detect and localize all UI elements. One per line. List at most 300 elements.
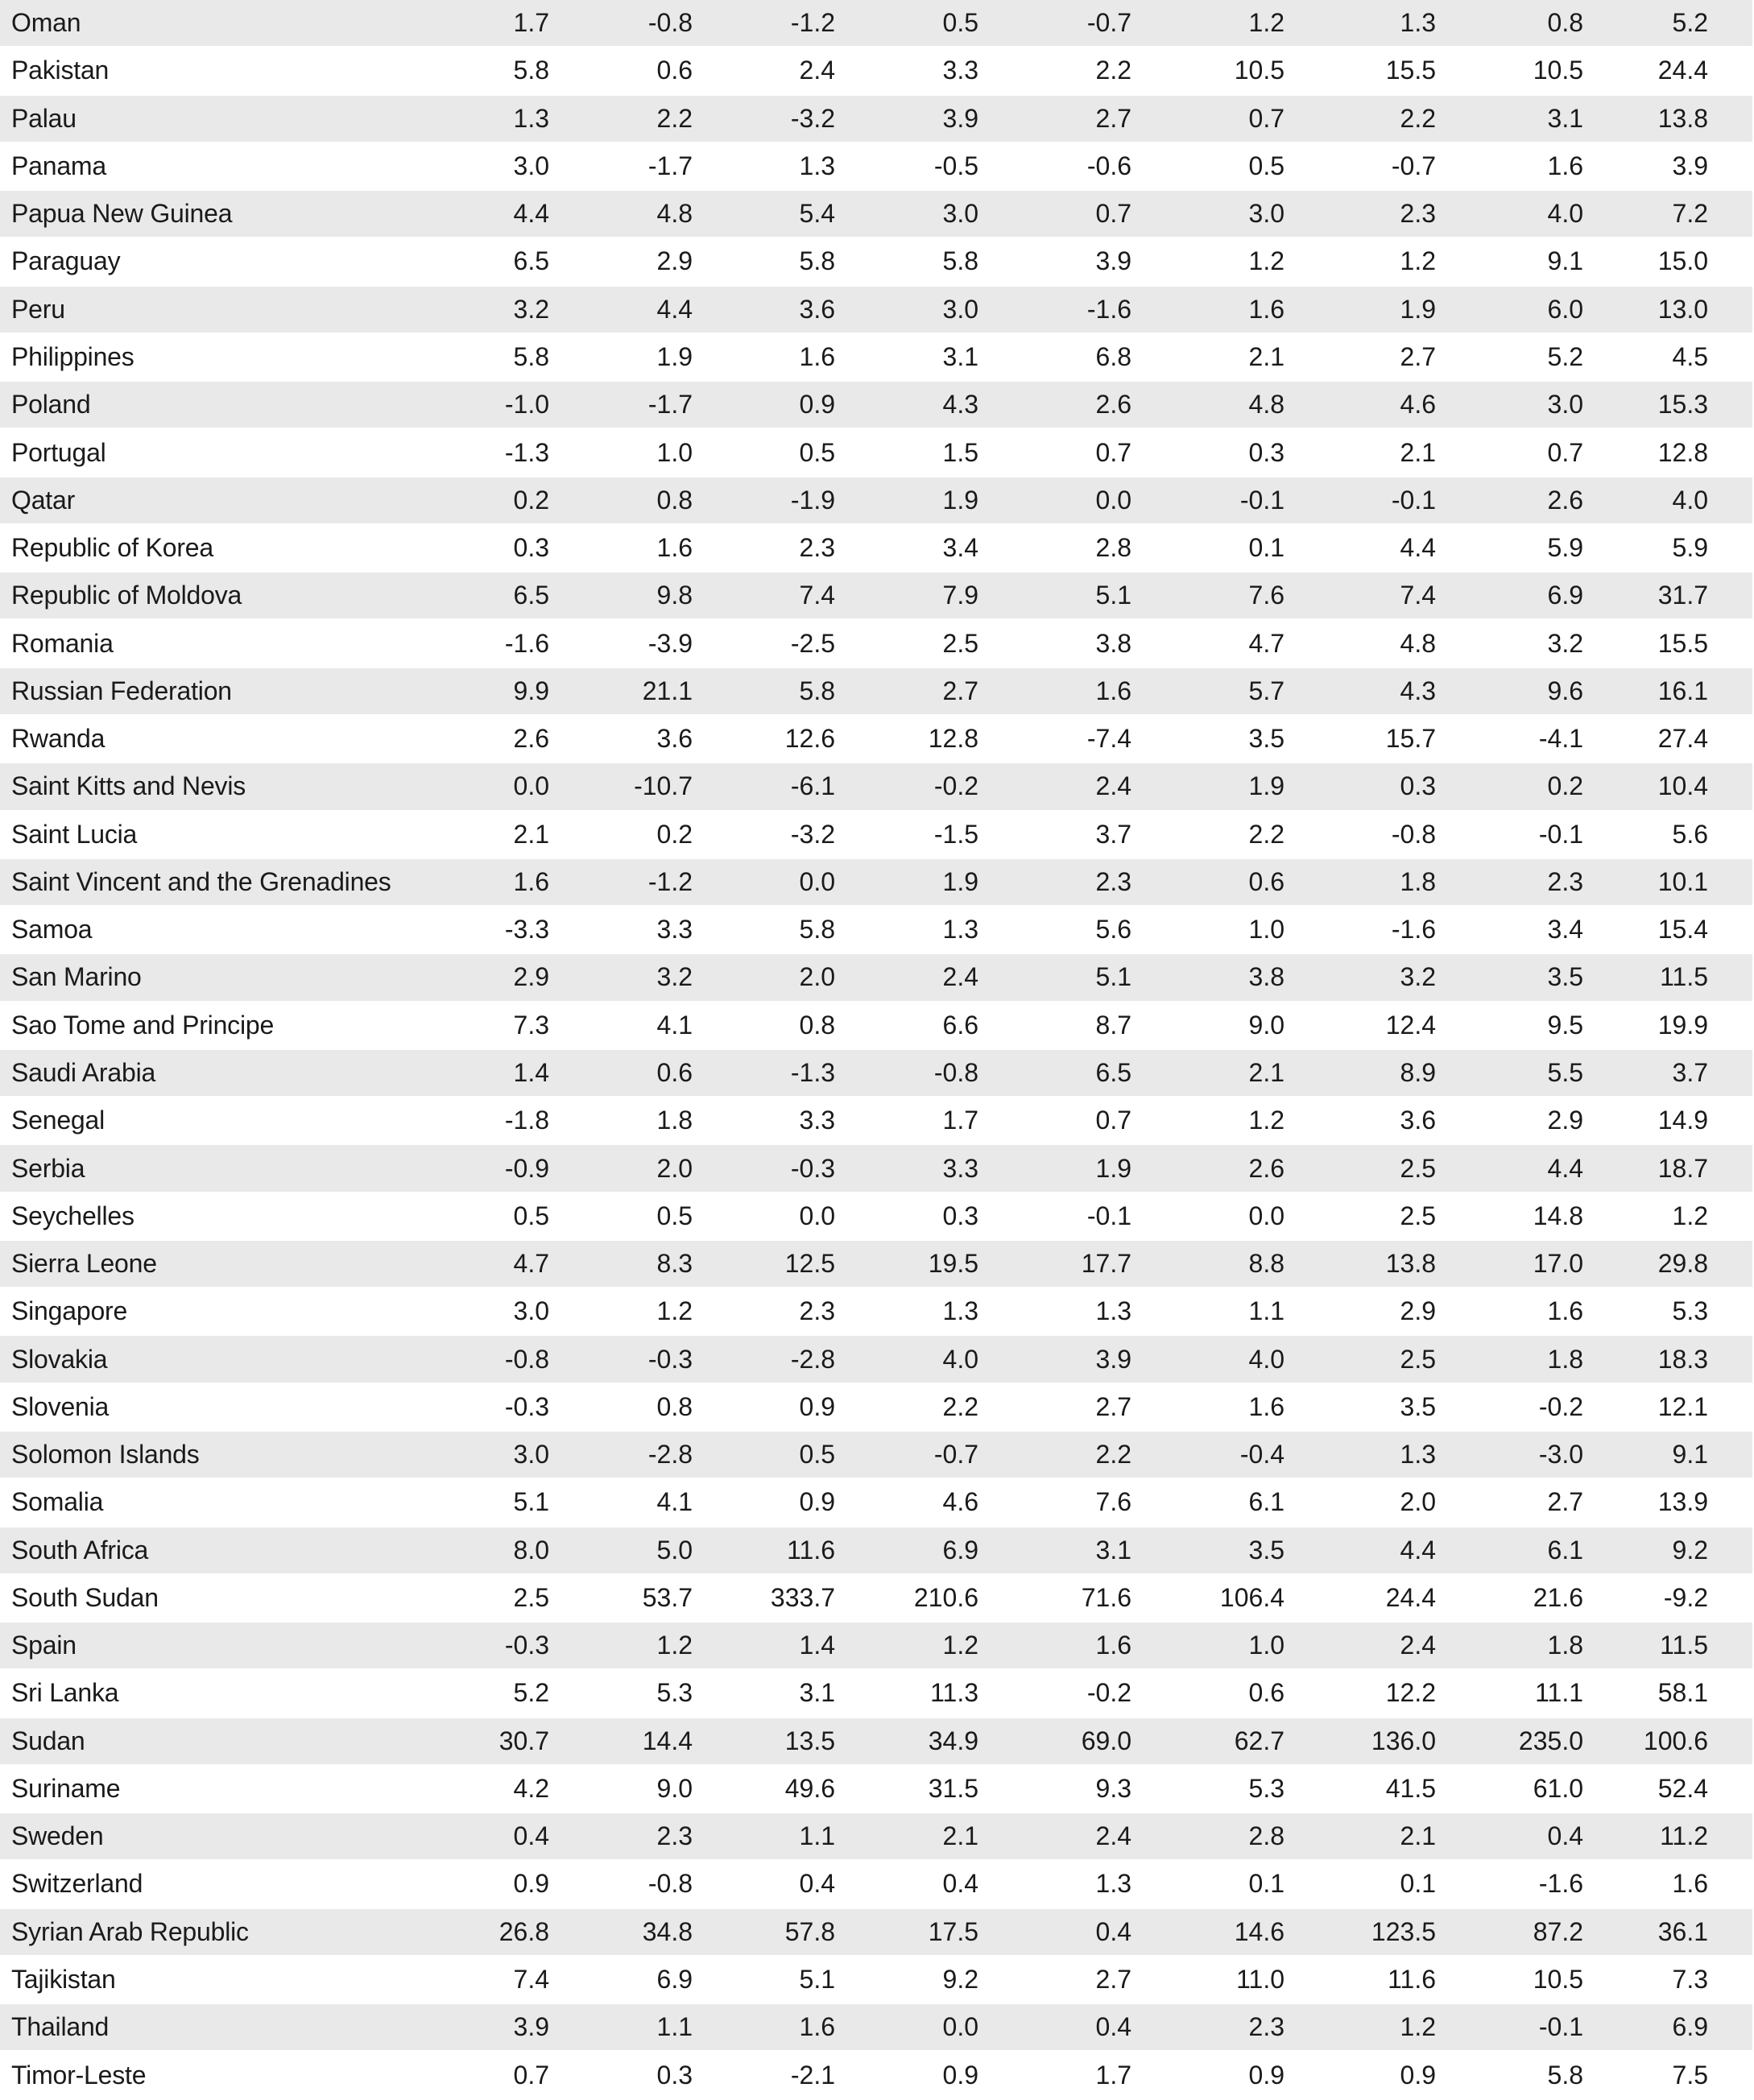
value-cell: 4.4 [1400, 533, 1436, 563]
value-cell: 3.2 [656, 962, 693, 992]
value-cell: -0.1 [1391, 485, 1436, 515]
value-cell: -0.7 [1391, 151, 1436, 180]
value-cell: -3.9 [647, 628, 693, 658]
value-cell: 0.6 [656, 56, 693, 85]
value-cell: -1.7 [647, 151, 693, 180]
value-cell: 3.9 [1095, 1344, 1131, 1374]
value-cell: 2.6 [1248, 1153, 1284, 1183]
value-cell: 3.0 [513, 1296, 549, 1326]
value-cell: 4.4 [513, 199, 549, 229]
value-cell: 2.9 [1547, 1106, 1583, 1135]
value-cell: 2.3 [799, 533, 835, 563]
value-cell: 0.0 [799, 866, 835, 896]
country-name-cell: Saint Vincent and the Grenadines [11, 866, 391, 896]
table-row [0, 954, 1752, 1002]
value-cell: 7.4 [513, 1965, 549, 1995]
table-row [0, 48, 1752, 95]
value-cell: 2.2 [1095, 1440, 1131, 1470]
value-cell: 8.3 [656, 1249, 693, 1279]
value-cell: 14.8 [1533, 1201, 1583, 1230]
table-row [0, 477, 1752, 525]
value-cell: -0.3 [504, 1631, 549, 1660]
value-cell: 2.5 [1400, 1201, 1436, 1230]
value-cell: 10.5 [1533, 1965, 1583, 1995]
value-cell: 3.9 [942, 103, 978, 133]
value-cell: 5.2 [1672, 8, 1708, 38]
value-cell: 24.4 [1385, 1582, 1436, 1612]
value-cell: -1.6 [1391, 915, 1436, 945]
table-row [0, 1336, 1752, 1383]
value-cell: 6.5 [1095, 1057, 1131, 1087]
value-cell: 2.4 [1400, 1631, 1436, 1660]
country-name-cell: Papua New Guinea [11, 199, 233, 229]
value-cell: -0.3 [504, 1391, 549, 1421]
table-row [0, 1909, 1752, 1957]
value-cell: 12.5 [784, 1249, 835, 1279]
value-cell: 27.4 [1657, 724, 1708, 754]
value-cell: -2.1 [790, 2060, 835, 2090]
value-cell: 4.7 [513, 1249, 549, 1279]
value-cell: 4.6 [942, 1487, 978, 1517]
value-cell: 1.6 [1547, 151, 1583, 180]
value-cell: 1.6 [1095, 1631, 1131, 1660]
value-cell: 0.0 [1248, 1201, 1284, 1230]
country-name-cell: Syrian Arab Republic [11, 1916, 249, 1946]
value-cell: 5.5 [1547, 1057, 1583, 1087]
value-cell: 1.4 [513, 1057, 549, 1087]
value-cell: 2.3 [656, 1821, 693, 1851]
value-cell: 1.3 [1095, 1296, 1131, 1326]
value-cell: 2.9 [1400, 1296, 1436, 1326]
country-name-cell: Panama [11, 151, 106, 180]
table-row [0, 1813, 1752, 1861]
value-cell: 7.6 [1248, 581, 1284, 610]
value-cell: 5.9 [1547, 533, 1583, 563]
value-cell: 333.7 [770, 1582, 835, 1612]
value-cell: 0.5 [942, 8, 978, 38]
value-cell: 5.2 [1547, 341, 1583, 371]
value-cell: 1.8 [656, 1106, 693, 1135]
value-cell: 87.2 [1533, 1916, 1583, 1946]
value-cell: 3.0 [942, 294, 978, 324]
value-cell: -1.6 [1086, 294, 1131, 324]
table-row [0, 1193, 1752, 1241]
value-cell: 1.6 [799, 2012, 835, 2042]
value-cell: 5.8 [513, 341, 549, 371]
value-cell: 2.7 [1095, 103, 1131, 133]
value-cell: 1.1 [1248, 1296, 1284, 1326]
value-cell: 14.9 [1657, 1106, 1708, 1135]
value-cell: 34.8 [642, 1916, 693, 1946]
value-cell: 6.1 [1248, 1487, 1284, 1517]
value-cell: 2.7 [942, 676, 978, 705]
value-cell: 16.1 [1657, 676, 1708, 705]
value-cell: 1.4 [799, 1631, 835, 1660]
value-cell: 1.9 [1248, 771, 1284, 801]
table-row [0, 334, 1752, 382]
value-cell: 14.4 [642, 1726, 693, 1755]
value-cell: 29.8 [1657, 1249, 1708, 1279]
value-cell: 0.8 [656, 485, 693, 515]
country-name-cell: Seychelles [11, 1201, 134, 1230]
value-cell: 0.2 [656, 819, 693, 849]
value-cell: 7.6 [1095, 1487, 1131, 1517]
value-cell: 3.4 [942, 533, 978, 563]
value-cell: 1.3 [513, 103, 549, 133]
value-cell: 6.1 [1547, 1535, 1583, 1565]
value-cell: 0.6 [656, 1057, 693, 1087]
value-cell: 3.2 [513, 294, 549, 324]
value-cell: 210.6 [913, 1582, 978, 1612]
value-cell: 3.2 [1400, 962, 1436, 992]
value-cell: 0.7 [1248, 103, 1284, 133]
value-cell: 4.4 [1547, 1153, 1583, 1183]
value-cell: 7.4 [799, 581, 835, 610]
value-cell: -0.8 [504, 1344, 549, 1374]
value-cell: 4.6 [1400, 390, 1436, 420]
value-cell: 12.8 [1657, 437, 1708, 467]
table-row [0, 907, 1752, 954]
value-cell: 2.1 [1248, 1057, 1284, 1087]
value-cell: 10.5 [1533, 56, 1583, 85]
value-cell: 0.4 [942, 1869, 978, 1899]
table-row [0, 620, 1752, 668]
value-cell: -3.3 [504, 915, 549, 945]
value-cell: 0.9 [799, 1391, 835, 1421]
value-cell: 3.6 [1400, 1106, 1436, 1135]
value-cell: 1.6 [1672, 1869, 1708, 1899]
value-cell: 17.0 [1533, 1249, 1583, 1279]
value-cell: 5.6 [1672, 819, 1708, 849]
value-cell: 3.1 [942, 341, 978, 371]
value-cell: 26.8 [498, 1916, 549, 1946]
value-cell: 2.4 [1095, 771, 1131, 801]
value-cell: -0.1 [1538, 2012, 1583, 2042]
value-cell: 4.2 [513, 1773, 549, 1803]
country-name-cell: Slovakia [11, 1344, 108, 1374]
table-row [0, 191, 1752, 238]
value-cell: 10.5 [1234, 56, 1284, 85]
value-cell: -1.6 [504, 628, 549, 658]
value-cell: 3.3 [799, 1106, 835, 1135]
value-cell: -0.3 [790, 1153, 835, 1183]
value-cell: 5.8 [1547, 2060, 1583, 2090]
value-cell: -2.8 [647, 1440, 693, 1470]
value-cell: 0.9 [513, 1869, 549, 1899]
table-row [0, 1861, 1752, 1908]
value-cell: 3.0 [513, 151, 549, 180]
value-cell: 36.1 [1657, 1916, 1708, 1946]
value-cell: 0.5 [799, 1440, 835, 1470]
value-cell: 15.3 [1657, 390, 1708, 420]
table-row [0, 382, 1752, 429]
value-cell: 0.4 [1095, 1916, 1131, 1946]
value-cell: -0.6 [1086, 151, 1131, 180]
value-cell: 11.3 [930, 1678, 978, 1708]
value-cell: 1.2 [1248, 8, 1284, 38]
value-cell: 5.3 [1248, 1773, 1284, 1803]
country-name-cell: Palau [11, 103, 77, 133]
value-cell: -0.7 [933, 1440, 978, 1470]
value-cell: 9.0 [656, 1773, 693, 1803]
value-cell: 0.3 [1400, 771, 1436, 801]
value-cell: 0.4 [1095, 2012, 1131, 2042]
value-cell: 12.4 [1385, 1010, 1436, 1040]
country-name-cell: Pakistan [11, 56, 110, 85]
value-cell: 7.2 [1672, 199, 1708, 229]
country-name-cell: Solomon Islands [11, 1440, 200, 1470]
value-cell: 0.1 [1248, 1869, 1284, 1899]
value-cell: 0.5 [1248, 151, 1284, 180]
value-cell: 0.7 [1095, 1106, 1131, 1135]
value-cell: 2.1 [1400, 1821, 1436, 1851]
value-cell: 30.7 [498, 1726, 549, 1755]
value-cell: 4.7 [1248, 628, 1284, 658]
value-cell: 5.6 [1095, 915, 1131, 945]
value-cell: 2.2 [1095, 56, 1131, 85]
value-cell: 34.9 [928, 1726, 978, 1755]
value-cell: -0.8 [933, 1057, 978, 1087]
value-cell: 12.6 [784, 724, 835, 754]
country-name-cell: Russian Federation [11, 676, 232, 705]
table-row [0, 1145, 1752, 1193]
value-cell: 6.9 [656, 1965, 693, 1995]
value-cell: -1.6 [1538, 1869, 1583, 1899]
value-cell: 2.5 [513, 1582, 549, 1612]
value-cell: 1.7 [1095, 2060, 1131, 2090]
country-name-cell: Sri Lanka [11, 1678, 119, 1708]
value-cell: 13.8 [1385, 1249, 1436, 1279]
value-cell: 15.5 [1657, 628, 1708, 658]
value-cell: -0.9 [504, 1153, 549, 1183]
value-cell: 0.9 [1248, 2060, 1284, 2090]
value-cell: 0.9 [942, 2060, 978, 2090]
table-row [0, 0, 1752, 48]
table-row [0, 859, 1752, 907]
value-cell: -3.2 [790, 103, 835, 133]
value-cell: 15.7 [1385, 724, 1436, 754]
value-cell: 1.3 [1095, 1869, 1131, 1899]
table-row [0, 287, 1752, 334]
value-cell: 58.1 [1657, 1678, 1708, 1708]
country-name-cell: Portugal [11, 437, 106, 467]
value-cell: 2.1 [942, 1821, 978, 1851]
value-cell: 71.6 [1081, 1582, 1131, 1612]
value-cell: -0.8 [1391, 819, 1436, 849]
value-cell: 6.9 [1547, 581, 1583, 610]
value-cell: 6.5 [513, 246, 549, 276]
value-cell: 10.1 [1657, 866, 1708, 896]
table-row [0, 716, 1752, 763]
value-cell: 5.8 [799, 915, 835, 945]
value-cell: 1.2 [656, 1296, 693, 1326]
value-cell: 2.3 [1248, 2012, 1284, 2042]
value-cell: 5.8 [942, 246, 978, 276]
value-cell: 13.8 [1657, 103, 1708, 133]
value-cell: 3.3 [942, 56, 978, 85]
value-cell: 3.0 [942, 199, 978, 229]
value-cell: 2.9 [656, 246, 693, 276]
value-cell: 2.6 [513, 724, 549, 754]
value-cell: 6.8 [1095, 341, 1131, 371]
value-cell: 15.0 [1657, 246, 1708, 276]
value-cell: 1.6 [1248, 1391, 1284, 1421]
country-name-cell: Timor-Leste [11, 2060, 147, 2090]
table-row [0, 1479, 1752, 1527]
value-cell: 53.7 [642, 1582, 693, 1612]
value-cell: 2.8 [1095, 533, 1131, 563]
value-cell: 21.1 [642, 676, 693, 705]
value-cell: 2.8 [1248, 1821, 1284, 1851]
value-cell: 0.6 [1248, 866, 1284, 896]
value-cell: 9.3 [1095, 1773, 1131, 1803]
value-cell: 4.3 [942, 390, 978, 420]
value-cell: -0.2 [1538, 1391, 1583, 1421]
value-cell: -2.8 [790, 1344, 835, 1374]
value-cell: 3.1 [1095, 1535, 1131, 1565]
value-cell: 1.1 [799, 1821, 835, 1851]
table-row [0, 1670, 1752, 1718]
value-cell: 69.0 [1081, 1726, 1131, 1755]
value-cell: 0.0 [513, 771, 549, 801]
value-cell: 1.2 [1400, 2012, 1436, 2042]
value-cell: -2.5 [790, 628, 835, 658]
value-cell: 5.3 [656, 1678, 693, 1708]
value-cell: 100.6 [1643, 1726, 1708, 1755]
value-cell: 1.0 [1248, 915, 1284, 945]
value-cell: 13.5 [784, 1726, 835, 1755]
value-cell: 12.2 [1385, 1678, 1436, 1708]
value-cell: 2.5 [1400, 1344, 1436, 1374]
value-cell: -10.7 [634, 771, 693, 801]
value-cell: 5.7 [1248, 676, 1284, 705]
country-name-cell: Republic of Moldova [11, 581, 242, 610]
value-cell: 0.7 [1095, 437, 1131, 467]
value-cell: -0.2 [933, 771, 978, 801]
value-cell: -4.1 [1538, 724, 1583, 754]
country-name-cell: Spain [11, 1631, 77, 1660]
value-cell: 4.3 [1400, 676, 1436, 705]
value-cell: 0.3 [1248, 437, 1284, 467]
value-cell: 7.4 [1400, 581, 1436, 610]
country-name-cell: Qatar [11, 485, 76, 515]
value-cell: 4.8 [1248, 390, 1284, 420]
value-cell: 4.8 [656, 199, 693, 229]
value-cell: 2.1 [1248, 341, 1284, 371]
value-cell: 3.8 [1095, 628, 1131, 658]
country-name-cell: Senegal [11, 1106, 105, 1135]
value-cell: -9.2 [1663, 1582, 1708, 1612]
value-cell: 9.8 [656, 581, 693, 610]
value-cell: 1.6 [656, 533, 693, 563]
table-row [0, 143, 1752, 191]
value-cell: 4.4 [1400, 1535, 1436, 1565]
country-name-cell: Rwanda [11, 724, 105, 754]
value-cell: 3.0 [1248, 199, 1284, 229]
country-name-cell: Sweden [11, 1821, 104, 1851]
value-cell: 0.2 [1547, 771, 1583, 801]
value-cell: 15.5 [1385, 56, 1436, 85]
country-name-cell: South Sudan [11, 1582, 159, 1612]
table-row [0, 1050, 1752, 1098]
value-cell: 2.6 [1547, 485, 1583, 515]
table-row [0, 573, 1752, 620]
value-cell: -1.2 [647, 866, 693, 896]
value-cell: 0.8 [1547, 8, 1583, 38]
value-cell: -0.1 [1538, 819, 1583, 849]
value-cell: 3.5 [1547, 962, 1583, 992]
value-cell: 3.0 [513, 1440, 549, 1470]
country-name-cell: San Marino [11, 962, 142, 992]
value-cell: 14.6 [1234, 1916, 1284, 1946]
value-cell: 1.6 [1547, 1296, 1583, 1326]
value-cell: 21.6 [1533, 1582, 1583, 1612]
country-name-cell: Peru [11, 294, 65, 324]
value-cell: 3.8 [1248, 962, 1284, 992]
value-cell: 4.1 [656, 1010, 693, 1040]
value-cell: -0.7 [1086, 8, 1131, 38]
value-cell: 0.7 [513, 2060, 549, 2090]
value-cell: 0.0 [1095, 485, 1131, 515]
country-name-cell: Slovenia [11, 1391, 110, 1421]
value-cell: 6.0 [1547, 294, 1583, 324]
country-name-cell: Tajikistan [11, 1965, 116, 1995]
value-cell: 5.1 [513, 1487, 549, 1517]
value-cell: -0.8 [647, 8, 693, 38]
value-cell: 5.2 [513, 1678, 549, 1708]
value-cell: 1.3 [799, 151, 835, 180]
value-cell: 5.8 [799, 676, 835, 705]
value-cell: 6.5 [513, 581, 549, 610]
value-cell: 8.8 [1248, 1249, 1284, 1279]
value-cell: 1.2 [1400, 246, 1436, 276]
country-name-cell: Romania [11, 628, 114, 658]
value-cell: 5.1 [1095, 581, 1131, 610]
value-cell: 11.6 [787, 1535, 835, 1565]
value-cell: 5.3 [1672, 1296, 1708, 1326]
value-cell: 2.7 [1400, 341, 1436, 371]
value-cell: 52.4 [1657, 1773, 1708, 1803]
value-cell: 13.0 [1657, 294, 1708, 324]
value-cell: 4.0 [1547, 199, 1583, 229]
table-row [0, 238, 1752, 286]
value-cell: 5.1 [799, 1965, 835, 1995]
table-row [0, 1432, 1752, 1479]
table-row [0, 812, 1752, 859]
value-cell: 8.7 [1095, 1010, 1131, 1040]
value-cell: 3.3 [656, 915, 693, 945]
country-name-cell: Serbia [11, 1153, 85, 1183]
value-cell: 0.6 [1248, 1678, 1284, 1708]
value-cell: 2.1 [1400, 437, 1436, 467]
value-cell: 0.0 [942, 2012, 978, 2042]
value-cell: 5.0 [656, 1535, 693, 1565]
value-cell: 4.1 [656, 1487, 693, 1517]
value-cell: 19.9 [1657, 1010, 1708, 1040]
value-cell: 5.8 [513, 56, 549, 85]
value-cell: 15.4 [1657, 915, 1708, 945]
table-row [0, 96, 1752, 143]
value-cell: 0.7 [1095, 199, 1131, 229]
value-cell: 2.5 [942, 628, 978, 658]
value-cell: 13.9 [1657, 1487, 1708, 1517]
value-cell: 2.3 [1400, 199, 1436, 229]
value-cell: 62.7 [1234, 1726, 1284, 1755]
table-row [0, 525, 1752, 573]
value-cell: 1.3 [942, 915, 978, 945]
value-cell: 4.5 [1672, 341, 1708, 371]
value-cell: 1.7 [942, 1106, 978, 1135]
